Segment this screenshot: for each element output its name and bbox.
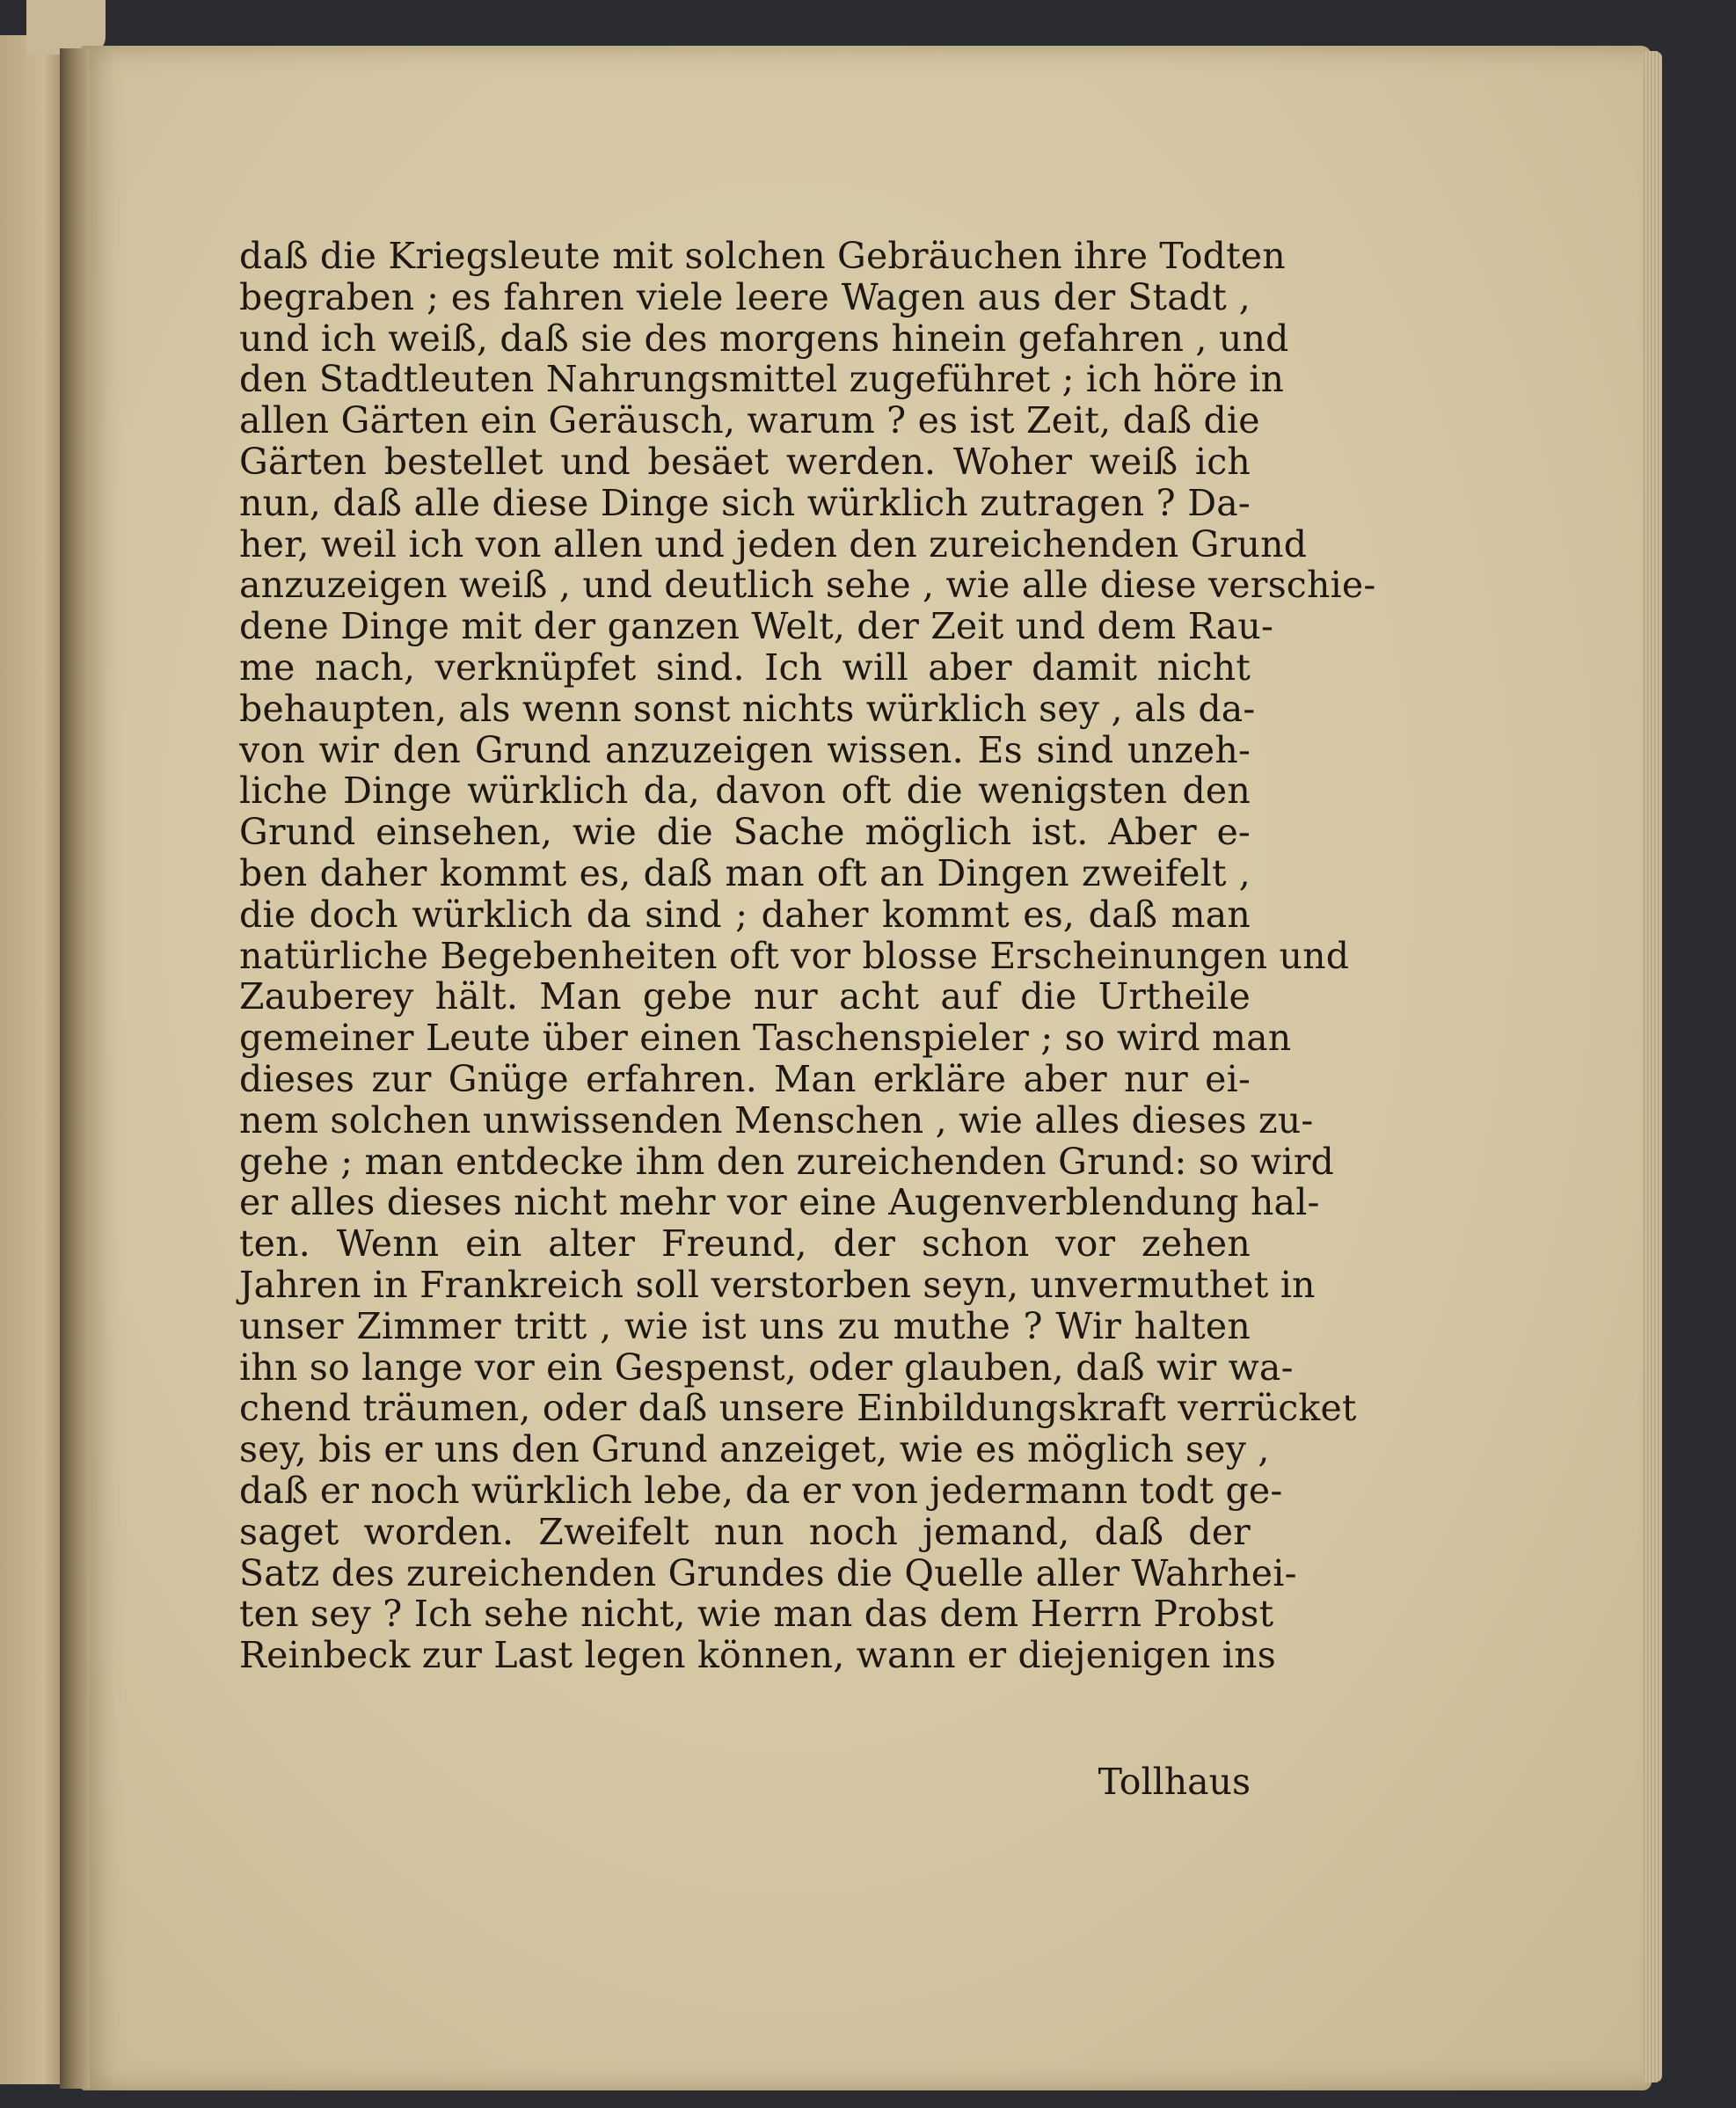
text-line: ben daher kommt es, daß man oft an Dingen zweifelt , [239, 851, 1251, 894]
text-line: ten sey ? Ich sehe nicht, wie man das dem Herrn Probst [239, 1593, 1274, 1636]
text-line: me nach, verknüpfet sind. Ich will aber damit nicht [239, 646, 1251, 689]
text-line: Reinbeck zur Last legen können, wann er diejenigen ins [239, 1634, 1276, 1677]
text-line: sey, bis er uns den Grund anzeiget, wie es möglich sey , [239, 1428, 1270, 1471]
text-line: daß die Kriegsleute mit solchen Gebräuchen ihre Todten [239, 235, 1286, 277]
text-line: behaupten, als wenn sonst nichts würklich sey , als da- [239, 687, 1256, 730]
text-line: liche Dinge würklich da, davon oft die wenigsten den [239, 770, 1251, 813]
text-line: und ich weiß, daß sie des morgens hinein gefahren , und [239, 317, 1289, 360]
text-line: nun, daß alle diese Dinge sich würklich zutragen ? Da- [239, 481, 1251, 524]
text-line: chend träumen, oder daß unsere Einbildungskraft verrücket [239, 1387, 1357, 1430]
text-line: er alles dieses nicht mehr vor eine Augenverblendung hal- [239, 1181, 1320, 1224]
text-line: Satz des zureichenden Grundes die Quelle aller Wahrhei- [239, 1551, 1297, 1594]
text-line: ihn so lange vor ein Gespenst, oder glauben, daß wir wa- [239, 1346, 1294, 1389]
text-line: anzuzeigen weiß , und deutlich sehe , wie alle diese verschie- [239, 564, 1376, 607]
text-line: natürliche Begebenheiten oft vor blosse Erscheinungen und [239, 934, 1350, 977]
catchword: Tollhaus [1098, 1761, 1251, 1803]
text-line: den Stadtleuten Nahrungsmittel zugeführet ; ich höre in [239, 358, 1285, 401]
text-line: Jahren in Frankreich soll verstorben seyn, unvermuthet in [239, 1263, 1316, 1306]
text-line: daß er noch würklich lebe, da er von jedermann todt ge- [239, 1469, 1283, 1512]
text-line: Grund einsehen, wie die Sache möglich ist. Aber e- [239, 811, 1251, 854]
text-line: gemeiner Leute über einen Taschenspieler ; so wird man [239, 1017, 1292, 1060]
text-line: die doch würklich da sind ; daher kommt es, daß man [239, 893, 1251, 936]
text-line: dieses zur Gnüge erfahren. Man erkläre aber nur ei- [239, 1057, 1251, 1100]
text-line: ten. Wenn ein alter Freund, der schon vor zehen [239, 1222, 1251, 1266]
text-line: her, weil ich von allen und jeden den zureichenden Grund [239, 522, 1308, 565]
book-gutter [60, 48, 90, 2089]
text-line: unser Zimmer tritt , wie ist uns zu muthe ? Wir halten [239, 1304, 1251, 1347]
text-line: Gärten bestellet und besäet werden. Woher weiß ich [239, 440, 1251, 483]
body-text [239, 235, 1376, 1677]
text-line: gehe ; man entdecke ihm den zureichenden Grund: so wird [239, 1140, 1334, 1183]
text-line: dene Dinge mit der ganzen Welt, der Zeit und dem Rau- [239, 605, 1274, 648]
text-line: Zauberey hält. Man gebe nur acht auf die Urtheile [239, 975, 1251, 1018]
text-line: allen Gärten ein Geräusch, warum ? es ist Zeit, daß die [239, 399, 1260, 442]
text-line: von wir den Grund anzuzeigen wissen. Es sind unzeh- [239, 728, 1251, 771]
text-line: begraben ; es fahren viele leere Wagen aus der Stadt , [239, 275, 1251, 318]
page-stack-edge [1643, 51, 1662, 2082]
text-line: saget worden. Zweifelt nun noch jemand, daß der [239, 1510, 1251, 1553]
text-line: nem solchen unwissenden Menschen , wie alles dieses zu- [239, 1098, 1314, 1142]
